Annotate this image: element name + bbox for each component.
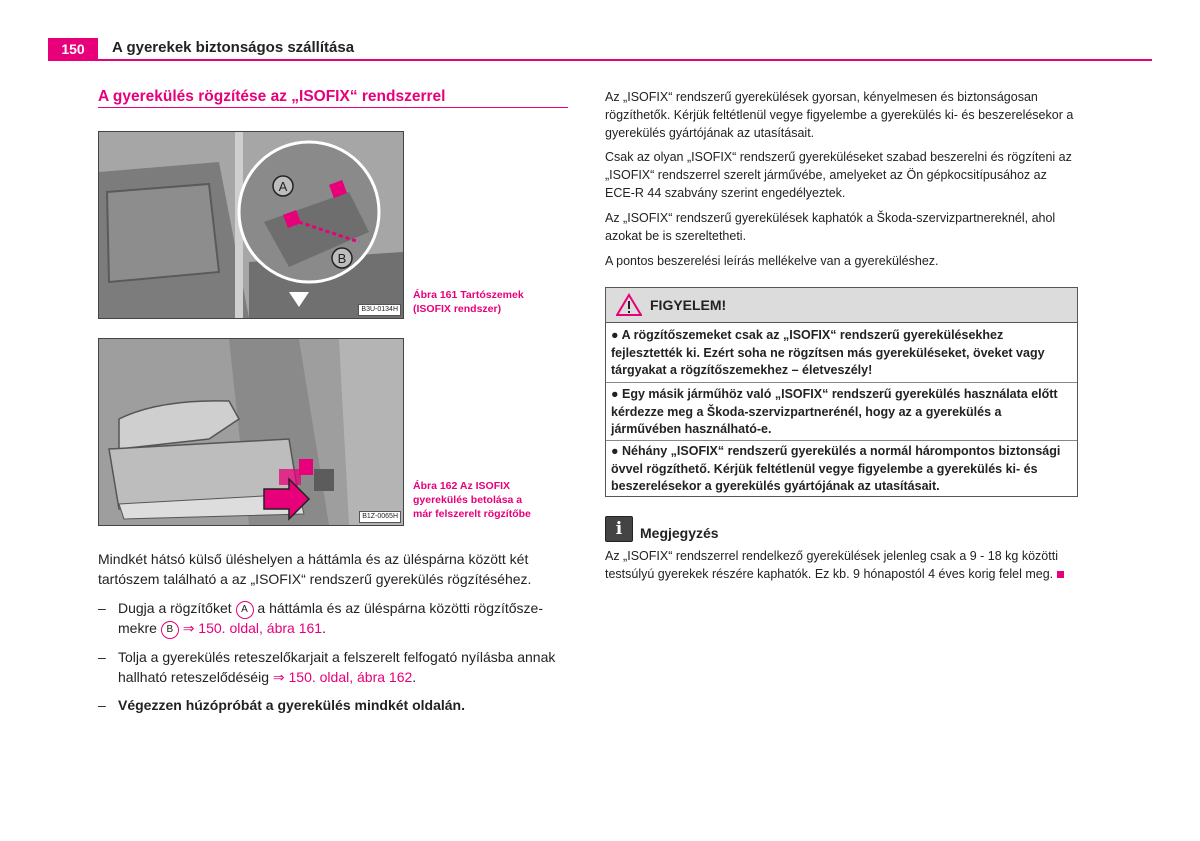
label-a: A	[278, 179, 288, 194]
figure-162-caption: Ábra 162 Az ISOFIX gyerekülés betolása a már felszerelt rögzítőbe	[413, 480, 531, 520]
page-number: 150	[48, 38, 98, 60]
running-header: A gyerekek biztonságos szállítása	[112, 39, 355, 56]
end-of-section-marker	[1057, 571, 1064, 578]
warning-separator	[606, 382, 1077, 383]
step-3: – Végezzen húzópróbát a gyerekülés mindkét oldalán.	[98, 697, 465, 713]
info-icon: i	[605, 516, 633, 542]
warning-item-3: ● Néhány „ISOFIX“ rendszerű gyerekülés a normál hárompontos biztonsági övvel rögzíthető. Kérjük feltétlenül vegye figyelembe a gyerekülés ki- és beszerelésekor a gyerekülés gyártójának az utasításait.	[611, 444, 1061, 493]
step-2: – Tolja a gyerekülés reteszelőkarjait a felszerelt felfogató nyílásba annak hallható reteszelődéséig ⇒ 150. oldal, ábra 162.	[98, 649, 556, 685]
figure-162-code: B1Z-0065H	[359, 511, 401, 523]
note-title: Megjegyzés	[640, 525, 719, 541]
figure-162-image	[98, 338, 404, 526]
right-paragraph-4: A pontos beszerelési leírás mellékelve van a gyereküléshez.	[605, 254, 939, 268]
callout-a: A	[236, 601, 254, 619]
warning-item-1: ● A rögzítőszemeket csak az „ISOFIX“ rendszerű gyerekülésekhez fejlesztették ki. Ezért soha ne rögzítsen más gyereküléseket, öveket vagy tárgyakat a rögzítőszemekhez – életveszély!	[611, 328, 1045, 377]
right-paragraph-1: Az „ISOFIX“ rendszerű gyerekülések gyorsan, kényelmesen és biztonságosan rögzíthetők. Kérjük feltétlenül vegye figyelembe a gyerekülés ki- és beszerelésekor a gyerekülés gyártójának az utasításait.	[605, 90, 1074, 140]
ref-link-figure-162[interactable]: ⇒ 150. oldal, ábra 162	[272, 668, 413, 685]
warning-box	[605, 287, 1078, 497]
warning-separator	[606, 440, 1077, 441]
intro-paragraph: Mindkét hátsó külső üléshelyen a háttámla és az üléspárna között két tartószem található a az „ISOFIX“ rendszerű gyerekülés rögzítéséhez.	[98, 551, 532, 587]
figure-161-code: B3U-0134H	[358, 304, 401, 316]
warning-triangle-icon	[616, 293, 642, 317]
figure-161-image	[98, 131, 404, 319]
section-title-rule	[98, 107, 568, 108]
right-paragraph-2: Csak az olyan „ISOFIX“ rendszerű gyereküléseket szabad beszerelni és rögzíteni az „ISOFIX“ rendszerrel szerelt járművébe, amelyeket az Ön gépkocsitípusához az ECE-R 44 szabvány szerint engedélyeztek.	[605, 150, 1072, 200]
section-title: A gyerekülés rögzítése az „ISOFIX“ rendszerrel	[98, 88, 446, 105]
ref-link-figure-161[interactable]: ⇒ 150. oldal, ábra 161	[182, 620, 323, 636]
figure-161-caption: Ábra 161 Tartószemek (ISOFIX rendszer)	[413, 289, 524, 315]
right-paragraph-3: Az „ISOFIX“ rendszerű gyerekülések kaphatók a Škoda-szervizpartnereknél, ahol azokat be is szereltetheti.	[605, 211, 1056, 243]
callout-b: B	[161, 621, 179, 639]
header-rule	[48, 59, 1152, 61]
note-text: Az „ISOFIX“ rendszerrel rendelkező gyerekülések jelenleg csak a 9 - 18 kg közötti testsúlyú gyerekek részére kaphatók. Ez kb. 9 hónapostól 4 éves korig felel meg.	[605, 547, 1077, 583]
warning-item-2: ● Egy másik járműhöz való „ISOFIX“ rendszerű gyerekülés használata előtt kérdezze meg a Škoda-szervizpartnerénél, hogy az a gyerekülés a járművében használható-e.	[611, 387, 1058, 436]
warning-title: FIGYELEM!	[650, 297, 727, 313]
label-b: B	[337, 251, 347, 266]
warning-header	[606, 288, 1077, 323]
step-1: – Dugja a rögzítőket A a háttámla és az üléspárna közötti rögzítősze-mekre B ⇒ 150. oldal, ábra 161.	[98, 599, 568, 639]
